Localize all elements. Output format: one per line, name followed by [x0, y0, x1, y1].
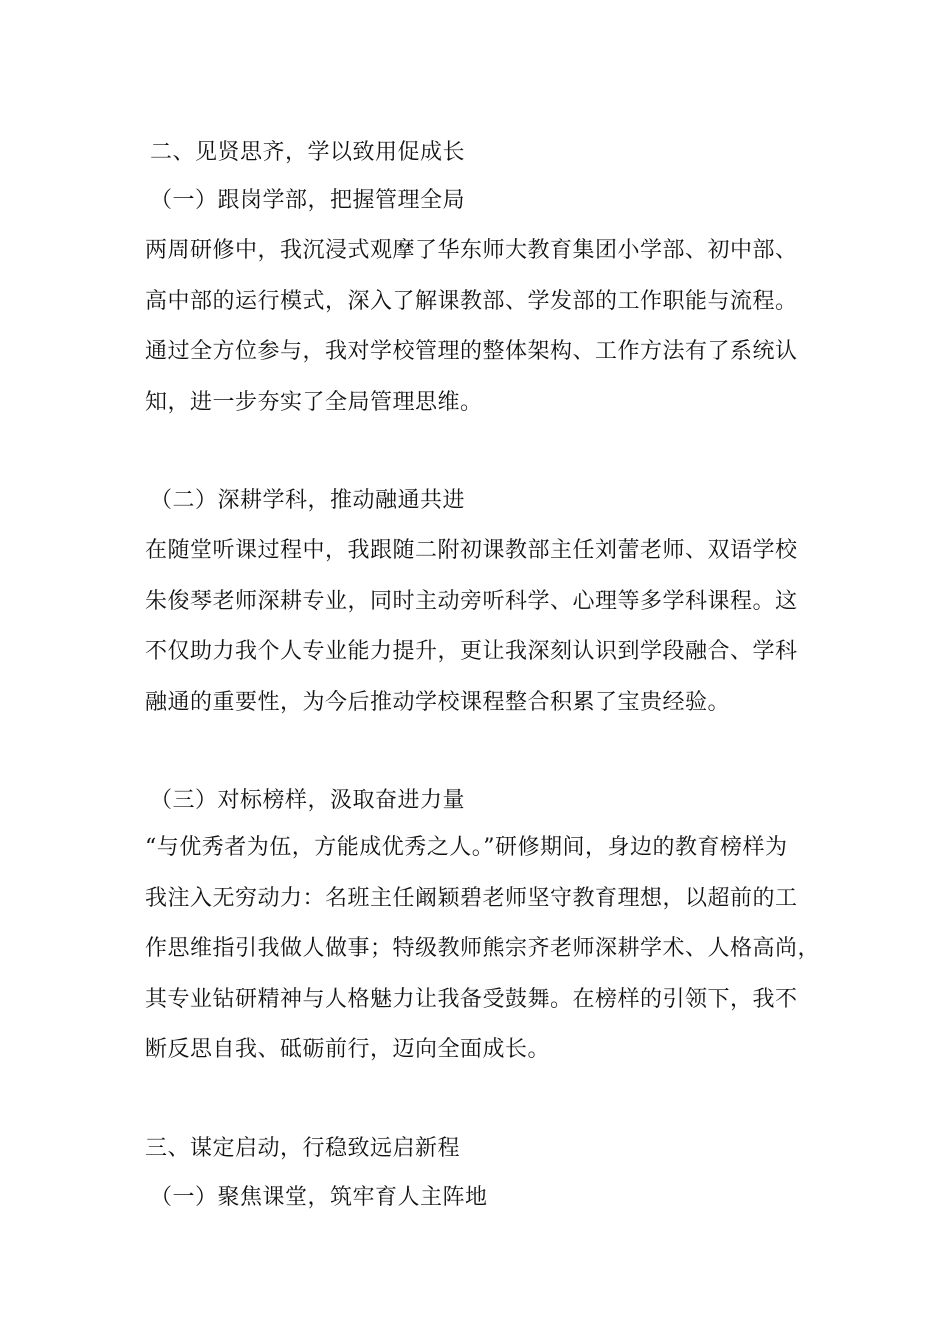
- paragraph-line: 知，进一步夯实了全局管理思维。: [145, 390, 483, 415]
- paragraph-line: 通过全方位参与，我对学校管理的整体架构、工作方法有了系统认: [145, 339, 798, 364]
- section-3-heading: 三、谋定启动，行稳致远启新程: [145, 1136, 461, 1161]
- paragraph-line: 朱俊琴老师深耕专业，同时主动旁听科学、心理等多学科课程。这: [145, 589, 798, 614]
- paragraph-line: 作思维指引我做人做事；特级教师熊宗齐老师深耕学术、人格高尚，: [145, 936, 821, 961]
- section-2-sub-2-heading: （二）深耕学科，推动融通共进: [150, 488, 466, 513]
- paragraph-line: 在随堂听课过程中，我跟随二附初课教部主任刘蕾老师、双语学校: [145, 538, 798, 563]
- section-2-heading: 二、见贤思齐，学以致用促成长: [150, 140, 466, 165]
- section-3-sub-1-heading: （一）聚焦课堂，筑牢育人主阵地: [150, 1185, 488, 1210]
- paragraph-line: 我注入无穷动力：名班主任阚颖碧老师坚守教育理想，以超前的工: [145, 886, 798, 911]
- paragraph-line: “与优秀者为伍，方能成优秀之人。”研修期间，身边的教育榜样为: [145, 835, 788, 860]
- paragraph-line: 两周研修中，我沉浸式观摩了华东师大教育集团小学部、初中部、: [145, 238, 798, 263]
- paragraph-line: 不仅助力我个人专业能力提升，更让我深刻认识到学段融合、学科: [145, 639, 798, 664]
- paragraph-line: 融通的重要性，为今后推动学校课程整合积累了宝贵经验。: [145, 690, 731, 715]
- paragraph-line: 高中部的运行模式，深入了解课教部、学发部的工作职能与流程。: [145, 289, 798, 314]
- section-2-sub-1-heading: （一）跟岗学部，把握管理全局: [150, 188, 466, 213]
- paragraph-line: 断反思自我、砥砺前行，迈向全面成长。: [145, 1037, 551, 1062]
- section-2-sub-3-heading: （三）对标榜样，汲取奋进力量: [150, 788, 466, 813]
- paragraph-line: 其专业钻研精神与人格魅力让我备受鼓舞。在榜样的引领下，我不: [145, 987, 798, 1012]
